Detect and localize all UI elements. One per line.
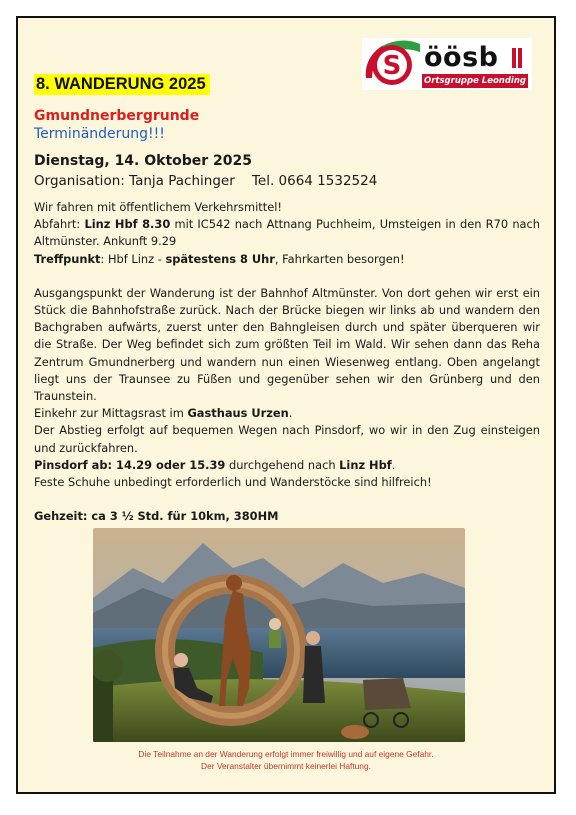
equipment-note: Feste Schuhe unbedingt erforderlich und Wanderstöcke sind hilfreich! (34, 475, 432, 490)
meeting-place: : Hbf Linz - (100, 251, 166, 266)
svg-text:S: S (382, 51, 402, 81)
disclaimer (18, 748, 554, 772)
transport-note: Wir fahren mit öffentlichem Verkehrsmittel! (34, 200, 282, 214)
route-description: Ausgangspunkt der Wanderung ist der Bahnhof Altmünster. Von dort gehen wir erst ein Stück die Bahnhofstraße zurück. Nach der Brücke biegen wir links ab und wandern den Bachgraben aufwärts, zuerst unter den Bahngleisen durch und später überqueren wir die Straße. Der Weg befindet sich zum größten Teil im Wald. Wir sehen dann das Reha Zentrum Gmundnerberg und wandern nun einen Wiesenweg entlang. Oben angelangt liegt uns der Traunsee zu Füßen und gegenüber sehen wir den Grünberg und den Traunstein. (34, 285, 540, 404)
rest-place: Gasthaus Urzen (187, 406, 289, 421)
departure-info (34, 216, 540, 250)
disclaimer-line-2: Der Veranstalter übernimmt keinerlei Haftung. (201, 761, 371, 771)
oesb-logo (362, 38, 532, 90)
event-destination: Gmundnerbergrunde (34, 108, 200, 124)
return-times: Pinsdorf ab: 14.29 oder 15.39 (34, 457, 226, 472)
traunsee-photo (93, 528, 465, 742)
meeting-label: Treffpunkt (34, 251, 101, 266)
walking-time: Gehzeit: ca 3 ½ Std. für 10km, 380HM (34, 509, 279, 524)
oesb-s-emblem-icon (362, 38, 422, 90)
logo-subtitle: Ortsgruppe Leonding (422, 74, 528, 88)
logo-brand-text: öösb (424, 42, 499, 73)
event-notice: Terminänderung!!! (34, 126, 165, 142)
meeting-time: spätestens 8 Uhr (165, 251, 275, 266)
departure-route: mit IC542 nach Attnang Puchheim, Umsteigen in den R70 nach Altmünster. Ankunft 9.29 (34, 217, 540, 249)
meeting-info (34, 251, 540, 268)
return-destination: Linz Hbf (339, 457, 392, 472)
rest-stop (34, 405, 540, 422)
event-organisation: Organisation: Tanja Pachinger Tel. 0664 1532524 (34, 173, 378, 189)
flyer-page (16, 16, 556, 794)
departure-label: Abfahrt: (34, 217, 85, 232)
meeting-note: , Fahrkarten besorgen! (274, 251, 405, 266)
event-details (34, 199, 540, 525)
event-title: 8. WANDERUNG 2025 (34, 74, 210, 95)
return-mid: durchgehend nach (225, 457, 340, 472)
return-end: . (391, 457, 396, 472)
flag-stripe-icon (512, 48, 522, 68)
return-info (34, 457, 540, 474)
disclaimer-line-1: Die Teilnahme an der Wanderung erfolgt immer freiwillig und auf eigene Gefahr. (138, 749, 434, 759)
landscape-illustration (93, 528, 465, 742)
rest-prefix: Einkehr zur Mittagsrast im (34, 406, 188, 421)
event-date: Dienstag, 14. Oktober 2025 (34, 153, 253, 169)
rest-suffix: . (288, 406, 293, 421)
descent-info: Der Abstieg erfolgt auf bequemen Wegen nach Pinsdorf, wo wir in den Zug einsteigen und zurückfahren. (34, 423, 540, 455)
departure-time: Linz Hbf 8.30 (84, 217, 171, 232)
